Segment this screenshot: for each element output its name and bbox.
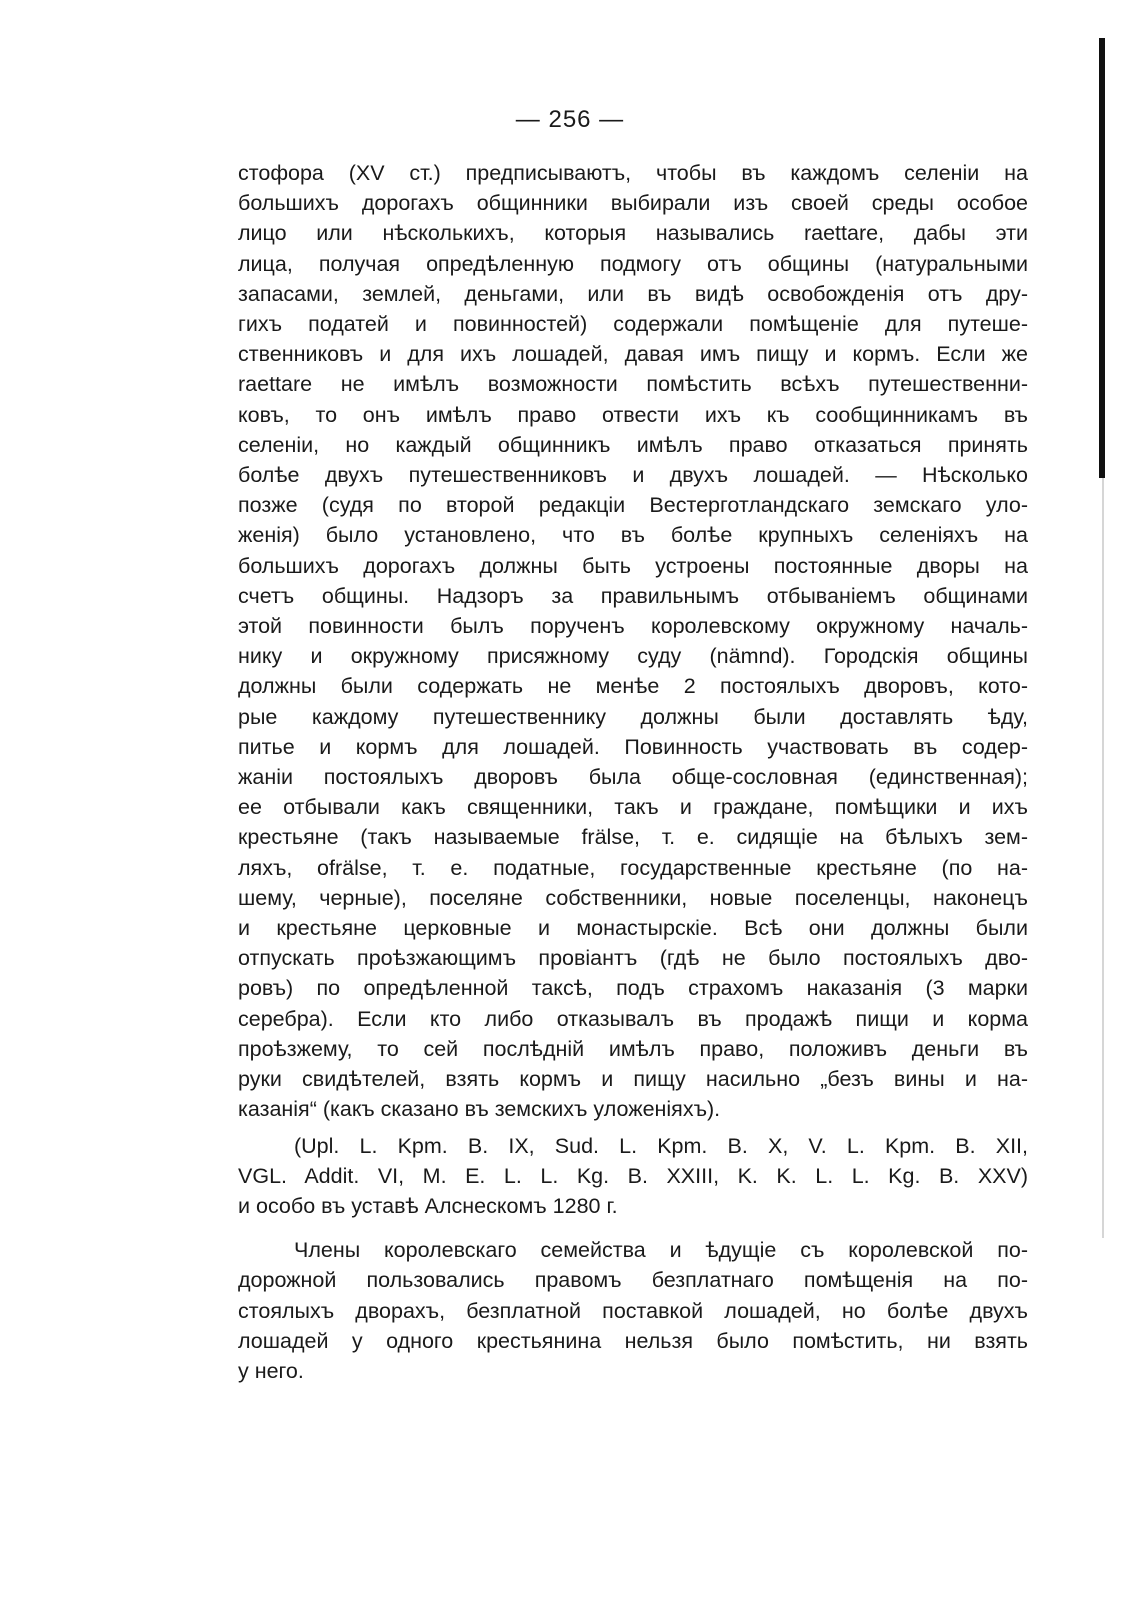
page-body <box>238 158 1028 1386</box>
text-line: и особо въ уставѣ Алснескомъ 1280 г. <box>238 1193 618 1218</box>
text-line: raettare не имѣлъ возможности помѣстить всѣхъ путешественни- <box>238 372 1028 397</box>
scan-edge-shadow <box>1102 478 1104 1238</box>
text-line: лицо или нѣсколькихъ, которыя назывались raettare, дабы эти <box>238 221 1028 246</box>
text-line: позже (судя по второй редакціи Вестерготландскаго земскаго уло- <box>238 493 1028 518</box>
paragraph-1 <box>238 158 1028 1125</box>
text-line: женія) было установлено, что въ болѣе крупныхъ селеніяхъ на <box>238 523 1028 548</box>
text-line: VGL. Addit. VI, M. E. L. L. Kg. B. XXIII, K. K. L. L. Kg. B. XXV) <box>238 1163 1028 1188</box>
text-line: лошадей у одного крестьянина нельзя было помѣстить, ни взять <box>238 1328 1028 1353</box>
text-line: ее отбывали какъ священники, такъ и граждане, помѣщики и ихъ <box>238 795 1028 820</box>
text-line: ковъ, то онъ имѣлъ право отвести ихъ къ сообщинникамъ въ <box>238 402 1028 427</box>
scan-edge-rule <box>1099 38 1105 478</box>
text-line: большихъ дорогахъ общинники выбирали изъ своей среды особое <box>238 191 1028 216</box>
text-line: этой повинности былъ порученъ королевскому окружному началь- <box>238 614 1028 639</box>
text-line: стофора (XV ст.) предписываютъ, чтобы въ каждомъ селеніи на <box>238 161 1028 185</box>
text-line: счетъ общины. Надзоръ за правильнымъ отбываніемъ общинами <box>238 583 1028 608</box>
text-line: шему, черные), поселяне собственники, новые поселенцы, наконецъ <box>238 885 1028 910</box>
text-line: ляхъ, ofrälse, т. е. податные, государственные крестьяне (по на- <box>238 855 1028 880</box>
text-line: и крестьяне церковные и монастырскіе. Всѣ они должны были <box>238 916 1028 941</box>
text-line: рые каждому путешественнику должны были доставлять ѣду, <box>238 704 1028 729</box>
text-line: серебра). Если кто либо отказывалъ въ продажѣ пищи и корма <box>238 1006 1028 1031</box>
text-line: селеніи, но каждый общинникъ имѣлъ право отказаться принять <box>238 432 1028 457</box>
text-line: должны были содержать не менѣе 2 постоялыхъ дворовъ, кото- <box>238 674 1028 699</box>
text-line: (Upl. L. Kpm. B. IX, Sud. L. Kpm. B. X, V. L. Kpm. B. XII, <box>294 1133 1028 1158</box>
paragraph-3 <box>238 1235 1028 1386</box>
text-line: Члены королевскаго семейства и ѣдущіе съ королевской по- <box>294 1238 1028 1263</box>
text-line: питье и кормъ для лошадей. Повинность участвовать въ содер- <box>238 734 1028 759</box>
text-line: болѣе двухъ путешественниковъ и двухъ лошадей. — Нѣсколько <box>238 463 1028 488</box>
text-line: запасами, землей, деньгами, или въ видѣ освобожденія отъ дру- <box>238 281 1028 306</box>
text-line: большихъ дорогахъ должны быть устроены постоянные дворы на <box>238 553 1028 578</box>
text-line: руки свидѣтелей, взять кормъ и пищу насильно „безъ вины и на- <box>238 1067 1028 1092</box>
text-line: ственниковъ и для ихъ лошадей, давая имъ пищу и кормъ. Если же <box>238 342 1028 367</box>
text-line: жаніи постоялыхъ дворовъ была обще-сословная (единственная); <box>238 765 1028 790</box>
text-line: нику и окружному присяжному суду (nämnd). Городскія общины <box>238 644 1028 669</box>
text-line: крестьяне (такъ называемые frälse, т. е. сидящіе на бѣлыхъ зем- <box>238 825 1028 850</box>
paragraph-2 <box>238 1131 1028 1222</box>
text-line: стоялыхъ дворахъ, безплатной поставкой лошадей, но болѣе двухъ <box>238 1298 1028 1323</box>
text-line: ровъ) по опредѣленной таксѣ, подъ страхомъ наказанія (3 марки <box>238 976 1028 1001</box>
text-line: дорожной пользовались правомъ безплатнаго помѣщенія на по- <box>238 1268 1028 1293</box>
text-line: у него. <box>238 1358 304 1383</box>
text-line: лица, получая опредѣленную подмогу отъ общины (натуральными <box>238 251 1028 276</box>
text-line: отпускать проѣзжающимъ провіантъ (гдѣ не было постоялыхъ дво- <box>238 946 1028 971</box>
page-number: — 256 — <box>515 106 625 133</box>
text-line: проѣзжему, то сей послѣдній имѣлъ право, положивъ деньги въ <box>238 1036 1028 1061</box>
text-line: казанія“ (какъ сказано въ земскихъ уложеніяхъ). <box>238 1097 721 1122</box>
text-line: гихъ податей и повинностей) содержали помѣщеніе для путеше- <box>238 312 1028 337</box>
